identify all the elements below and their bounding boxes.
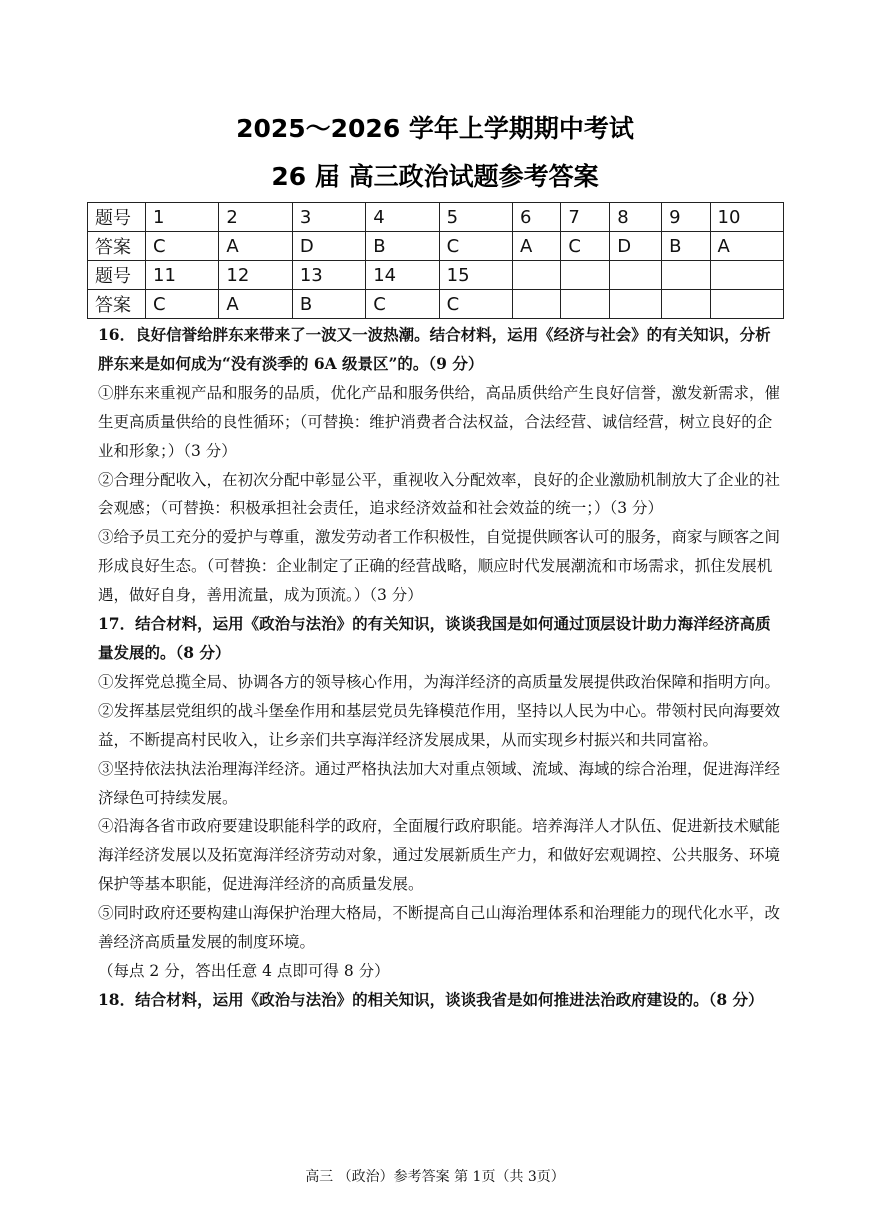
table-cell: D	[610, 232, 662, 261]
table-cell: C	[366, 290, 439, 319]
table-cell: 6	[513, 203, 561, 232]
table-cell: 3	[292, 203, 365, 232]
q17-point-2: ②发挥基层党组织的战斗堡垒作用和基层党员先锋模范作用，坚持以人民为中心。带领村民向海要效益，不断提高村民收入，让乡亲们共享海洋经济发展成果，从而实现乡村振兴和共同富裕。	[98, 701, 781, 749]
question-16: 16．良好信誉给胖东来带来了一波又一波热潮。结合材料，运用《经济与社会》的有关知识，分析胖东来是如何成为“没有淡季的 6A 级景区”的。（9 分）	[98, 325, 771, 373]
table-cell: C	[146, 232, 219, 261]
q17-scoring-note: （每点 2 分，答出任意 4 点即可得 8 分）	[98, 961, 390, 980]
exam-title: 2025～2026 学年上学期期中考试	[236, 114, 634, 143]
q16-point-3: ③给予员工充分的爱护与尊重，激发劳动者工作积极性，自觉提供顾客认可的服务，商家与顾客之间形成良好生态。（可替换：企业制定了正确的经营战略，顺应时代发展潮流和市场需求，抓住发展机遇，做好自身，善用流量，成为顶流。）（3 分）	[98, 528, 781, 605]
answer-table	[87, 202, 784, 319]
page-footer: 高三 （政治）参考答案 第 1页（共 3页）	[305, 1169, 565, 1185]
table-row	[88, 261, 784, 290]
question-17: 17．结合材料，运用《政治与法治》的有关知识，谈谈我国是如何通过顶层设计助力海洋经济高质量发展的。（8 分）	[98, 614, 771, 662]
table-cell: A	[219, 290, 292, 319]
table-cell: C	[146, 290, 219, 319]
table-cell: C	[561, 232, 610, 261]
table-cell: 题号	[88, 203, 146, 232]
table-cell: 14	[366, 261, 439, 290]
q17-point-3: ③坚持依法执法治理海洋经济。通过严格执法加大对重点领域、流域、海域的综合治理，促进海洋经济绿色可持续发展。	[98, 759, 781, 807]
table-cell	[710, 290, 784, 319]
q17-point-1: ①发挥党总揽全局、协调各方的领导核心作用，为海洋经济的高质量发展提供政治保障和指明方向。	[98, 672, 781, 691]
table-cell: 5	[439, 203, 512, 232]
table-cell	[513, 261, 561, 290]
table-cell	[561, 290, 610, 319]
table-cell: B	[292, 290, 365, 319]
table-cell: 题号	[88, 261, 146, 290]
q17-point-5: ⑤同时政府还要构建山海保护治理大格局，不断提高自己山海治理体系和治理能力的现代化水平，改善经济高质量发展的制度环境。	[98, 904, 781, 952]
table-cell	[662, 290, 710, 319]
table-cell: D	[292, 232, 365, 261]
table-cell: C	[439, 232, 512, 261]
table-cell: 1	[146, 203, 219, 232]
q17-point-4: ④沿海各省市政府要建设职能科学的政府，全面履行政府职能。培养海洋人才队伍、促进新技术赋能海洋经济发展以及拓宽海洋经济劳动对象，通过发展新质生产力，和做好宏观调控、公共服务、环境保护等基本职能，促进海洋经济的高质量发展。	[98, 817, 781, 894]
table-cell	[662, 261, 710, 290]
table-cell: 4	[366, 203, 439, 232]
table-cell: 答案	[88, 232, 146, 261]
answer-content	[98, 321, 783, 1015]
q16-point-2: ②合理分配收入，在初次分配中彰显公平，重视收入分配效率，良好的企业激励机制放大了企业的社会观感；（可替换：积极承担社会责任，追求经济效益和社会效益的统一；）（3 分）	[98, 470, 781, 518]
table-cell: 15	[439, 261, 512, 290]
table-cell: 2	[219, 203, 292, 232]
table-cell: 10	[710, 203, 784, 232]
table-cell: 答案	[88, 290, 146, 319]
table-cell	[561, 261, 610, 290]
table-cell	[513, 290, 561, 319]
table-cell: B	[662, 232, 710, 261]
table-cell	[610, 261, 662, 290]
question-18: 18．结合材料，运用《政治与法治》的相关知识，谈谈我省是如何推进法治政府建设的。（8 分）	[98, 989, 764, 1009]
table-cell: 8	[610, 203, 662, 232]
q16-point-1: ①胖东来重视产品和服务的品质，优化产品和服务供给，高品质供给产生良好信誉，激发新需求，催生更高质量供给的良性循环；（可替换：维护消费者合法权益，合法经营、诚信经营，树立良好的企业和形象；）（3 分）	[98, 383, 781, 460]
table-cell: A	[219, 232, 292, 261]
table-cell	[610, 290, 662, 319]
table-row	[88, 232, 784, 261]
table-row	[88, 290, 784, 319]
table-cell: 9	[662, 203, 710, 232]
answer-key-title: 26 届 高三政治试题参考答案	[271, 162, 599, 191]
table-cell: A	[513, 232, 561, 261]
table-cell: 12	[219, 261, 292, 290]
table-cell: A	[710, 232, 784, 261]
table-cell: 11	[146, 261, 219, 290]
table-cell: B	[366, 232, 439, 261]
table-row	[88, 203, 784, 232]
table-cell: 7	[561, 203, 610, 232]
table-cell	[710, 261, 784, 290]
table-cell: C	[439, 290, 512, 319]
table-cell: 13	[292, 261, 365, 290]
